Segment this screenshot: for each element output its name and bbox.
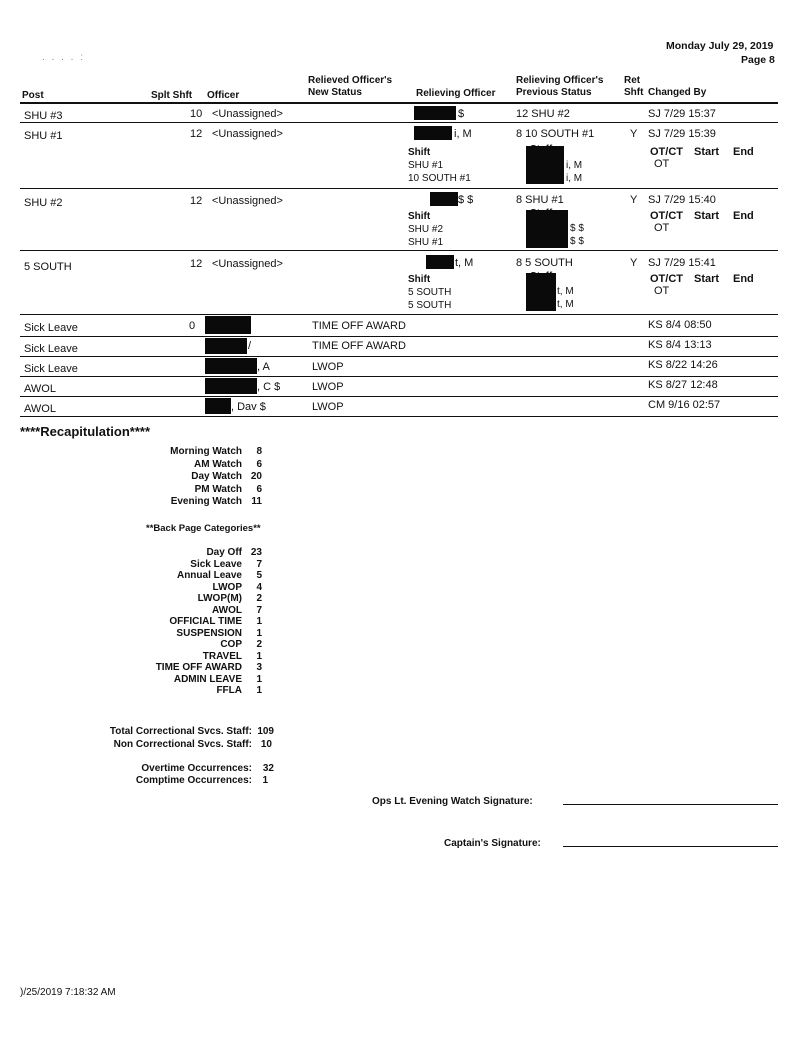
leave-row-1-status: TIME OFF AWARD bbox=[312, 320, 406, 332]
row2-changed-by: SJ 7/29 15:39 bbox=[648, 128, 716, 140]
redaction bbox=[414, 106, 456, 120]
recap-category-row bbox=[62, 559, 262, 571]
recap-value: 1 bbox=[256, 685, 262, 696]
recap-label: ADMIN LEAVE bbox=[173, 673, 242, 685]
recap-value: 5 bbox=[256, 570, 262, 581]
row2-officer: <Unassigned> bbox=[212, 128, 283, 140]
row4-shift-1: 5 SOUTH bbox=[408, 287, 452, 298]
leave-row-1-post: Sick Leave bbox=[24, 322, 78, 334]
row3-end-label: End bbox=[733, 210, 754, 222]
row2-relieving: i, M bbox=[454, 128, 472, 140]
recap-label: Annual Leave bbox=[176, 570, 242, 581]
row-divider bbox=[20, 416, 778, 417]
recap-label: COP bbox=[220, 639, 242, 650]
recap-watch-row bbox=[62, 459, 262, 472]
row3-shift-2: SHU #1 bbox=[408, 237, 444, 248]
recap-watch-row bbox=[62, 471, 262, 484]
leave-row-4-post: AWOL bbox=[24, 383, 56, 395]
corner-mark: . . . . : bbox=[42, 52, 86, 63]
row4-staff-2: t, M bbox=[557, 299, 574, 310]
recap-value: 1 bbox=[262, 775, 268, 786]
recap-label: TRAVEL bbox=[202, 650, 242, 662]
header-rule bbox=[20, 102, 778, 104]
row3-shift: 12 bbox=[190, 195, 203, 207]
row4-staff-1: t, M bbox=[557, 286, 574, 297]
recap-value: 1 bbox=[256, 627, 262, 639]
row3-ot: OT bbox=[654, 222, 670, 234]
recap-total-row bbox=[52, 726, 274, 739]
row3-staff-1: $ $ bbox=[570, 223, 584, 234]
report-date: Monday July 29, 2019 bbox=[666, 40, 774, 52]
row-divider bbox=[20, 376, 778, 377]
row1-shift: 10 bbox=[190, 108, 203, 120]
row2-prev-status: 8 10 SOUTH #1 bbox=[516, 128, 595, 140]
row1-changed-by: SJ 7/29 15:37 bbox=[648, 108, 716, 120]
row4-officer: <Unassigned> bbox=[212, 258, 283, 270]
recap-label: Sick Leave bbox=[190, 558, 242, 570]
redaction bbox=[526, 210, 568, 248]
recap-value: 8 bbox=[256, 446, 262, 457]
leave-row-4-changed-by: KS 8/27 12:48 bbox=[648, 379, 718, 391]
recap-category-row bbox=[62, 547, 262, 559]
row4-post: 5 SOUTH bbox=[24, 261, 72, 273]
row2-shift-1: SHU #1 bbox=[408, 160, 444, 171]
leave-row-5-officer: , Dav $ bbox=[231, 401, 266, 413]
leave-row-2-officer: / bbox=[248, 340, 252, 352]
col-ret-1: Ret bbox=[624, 75, 641, 86]
recap-title: ****Recapitulation**** bbox=[20, 424, 151, 439]
row1-prev-status: 12 SHU #2 bbox=[516, 108, 570, 120]
redaction bbox=[426, 255, 454, 269]
leave-row-5-status: LWOP bbox=[312, 401, 344, 413]
row4-shift: 12 bbox=[190, 258, 203, 270]
recap-label: LWOP(M) bbox=[197, 593, 242, 604]
recap-value: 32 bbox=[262, 763, 274, 774]
row2-post: SHU #1 bbox=[24, 130, 63, 142]
row3-post: SHU #2 bbox=[24, 197, 63, 209]
recap-occurrence-row bbox=[72, 775, 274, 787]
redaction bbox=[430, 192, 458, 206]
col-relieving-prev-2: Previous Status bbox=[516, 87, 592, 98]
recap-label: Day Off bbox=[206, 547, 242, 558]
recap-category-row bbox=[62, 674, 262, 686]
back-page-categories-title: **Back Page Categories** bbox=[146, 523, 261, 534]
row4-ot: OT bbox=[654, 285, 670, 297]
recap-value: 2 bbox=[256, 639, 262, 650]
redaction bbox=[205, 316, 251, 334]
leave-row-5-changed-by: CM 9/16 02:57 bbox=[648, 399, 721, 411]
leave-row-3-status: LWOP bbox=[312, 361, 344, 373]
recap-watch-row bbox=[62, 484, 262, 497]
row1-post: SHU #3 bbox=[24, 110, 63, 122]
recap-label: AM Watch bbox=[194, 458, 242, 470]
row4-changed-by: SJ 7/29 15:41 bbox=[648, 257, 716, 269]
recap-label: Morning Watch bbox=[170, 446, 242, 457]
recap-category-row bbox=[62, 662, 262, 674]
col-splt-shft: Splt Shft bbox=[151, 90, 193, 101]
row2-staff-1: i, M bbox=[566, 160, 583, 171]
leave-row-5-post: AWOL bbox=[24, 403, 56, 415]
recap-categories bbox=[62, 547, 262, 697]
row3-start-label: Start bbox=[694, 210, 720, 222]
redaction bbox=[205, 358, 257, 374]
row3-shift-label: Shift bbox=[408, 211, 431, 222]
recap-category-row bbox=[62, 616, 262, 628]
recap-label: Total Correctional Svcs. Staff: bbox=[109, 726, 252, 737]
recap-value: 7 bbox=[256, 604, 262, 616]
recap-value: 1 bbox=[256, 650, 262, 662]
recap-value: 20 bbox=[250, 471, 262, 482]
col-post: Post bbox=[22, 90, 44, 101]
row-divider bbox=[20, 188, 778, 189]
redaction bbox=[526, 146, 564, 184]
col-relieved-status-2: New Status bbox=[308, 87, 362, 98]
recap-label: AWOL bbox=[212, 604, 242, 616]
row-divider bbox=[20, 356, 778, 357]
recap-label: Comptime Occurrences: bbox=[135, 775, 252, 786]
row3-officer: <Unassigned> bbox=[212, 195, 283, 207]
recap-occurrence-row bbox=[72, 763, 274, 775]
row3-ret: Y bbox=[630, 194, 638, 206]
recap-total-row bbox=[52, 739, 274, 752]
recap-label: LWOP bbox=[212, 581, 242, 593]
recap-value: 6 bbox=[256, 483, 262, 495]
recap-label: TIME OFF AWARD bbox=[155, 662, 242, 673]
recap-category-row bbox=[62, 593, 262, 605]
row3-relieving: $ $ bbox=[458, 194, 474, 206]
row4-shift-label: Shift bbox=[408, 274, 431, 285]
leave-row-2-post: Sick Leave bbox=[24, 343, 78, 355]
row3-otct-label: OT/CT bbox=[650, 210, 683, 222]
col-relieving-prev-1: Relieving Officer's bbox=[516, 75, 604, 86]
row-divider bbox=[20, 314, 778, 315]
row1-officer: <Unassigned> bbox=[212, 108, 283, 120]
row4-start-label: Start bbox=[694, 273, 720, 285]
redaction bbox=[414, 126, 452, 140]
recap-totals bbox=[52, 726, 274, 752]
recap-category-row bbox=[62, 651, 262, 663]
leave-row-4-status: LWOP bbox=[312, 381, 344, 393]
leave-row-2-changed-by: KS 8/4 13:13 bbox=[648, 339, 712, 351]
row-divider bbox=[20, 122, 778, 123]
row2-otct-label: OT/CT bbox=[650, 146, 683, 158]
leave-row-2-status: TIME OFF AWARD bbox=[312, 340, 406, 352]
recap-value: 23 bbox=[250, 547, 262, 558]
ops-lt-signature-label: Ops Lt. Evening Watch Signature: bbox=[372, 796, 533, 807]
row4-prev-status: 8 5 SOUTH bbox=[516, 257, 573, 269]
captain-signature-label: Captain's Signature: bbox=[444, 838, 541, 849]
row2-start-label: Start bbox=[694, 146, 720, 158]
row4-otct-label: OT/CT bbox=[650, 273, 683, 285]
leave-row-4-officer: , C $ bbox=[257, 381, 281, 393]
col-relieving-officer: Relieving Officer bbox=[416, 88, 496, 99]
row4-shift-2: 5 SOUTH bbox=[408, 300, 452, 311]
captain-signature-line[interactable] bbox=[563, 846, 778, 847]
row3-staff-2: $ $ bbox=[570, 236, 584, 247]
recap-value: 6 bbox=[256, 458, 262, 470]
recap-value: 109 bbox=[257, 726, 274, 737]
col-officer: Officer bbox=[207, 90, 240, 101]
redaction bbox=[205, 378, 257, 394]
row-divider bbox=[20, 250, 778, 251]
col-ret-2: Shft bbox=[624, 87, 644, 98]
row3-changed-by: SJ 7/29 15:40 bbox=[648, 194, 716, 206]
row4-relieving: t, M bbox=[455, 257, 474, 269]
col-relieved-status-1: Relieved Officer's bbox=[308, 75, 393, 86]
leave-row-1-shift: 0 bbox=[189, 320, 196, 332]
row1-relieving: $ bbox=[458, 108, 465, 120]
row2-shift-label: Shift bbox=[408, 147, 431, 158]
leave-row-1-changed-by: KS 8/4 08:50 bbox=[648, 319, 712, 331]
row2-staff-2: i, M bbox=[566, 173, 583, 184]
recap-label: OFFICIAL TIME bbox=[169, 616, 242, 627]
recap-category-row bbox=[62, 685, 262, 697]
recap-label: Day Watch bbox=[191, 471, 242, 482]
recap-value: 3 bbox=[256, 662, 262, 673]
recap-value: 1 bbox=[256, 673, 262, 685]
row-divider bbox=[20, 336, 778, 337]
row-divider bbox=[20, 396, 778, 397]
leave-row-3-post: Sick Leave bbox=[24, 363, 78, 375]
row4-ret: Y bbox=[630, 257, 638, 269]
recap-category-row bbox=[62, 639, 262, 651]
redaction bbox=[526, 273, 556, 311]
row2-ot: OT bbox=[654, 158, 670, 170]
leave-row-3-officer: , A bbox=[257, 361, 270, 373]
recap-watch-row bbox=[62, 496, 262, 509]
recap-value: 11 bbox=[251, 496, 262, 507]
recap-category-row bbox=[62, 628, 262, 640]
recap-watches bbox=[62, 446, 262, 509]
recap-value: 2 bbox=[256, 593, 262, 604]
recap-label: PM Watch bbox=[194, 483, 242, 495]
recap-value: 4 bbox=[256, 581, 262, 593]
row2-end-label: End bbox=[733, 146, 754, 158]
redaction bbox=[205, 338, 247, 354]
row3-prev-status: 8 SHU #1 bbox=[516, 194, 564, 206]
page-number: Page 8 bbox=[741, 54, 775, 66]
recap-value: 10 bbox=[260, 739, 272, 750]
row4-end-label: End bbox=[733, 273, 754, 285]
recap-label: Non Correctional Svcs. Staff: bbox=[113, 739, 252, 750]
recap-watch-row bbox=[62, 446, 262, 459]
recap-label: Evening Watch bbox=[170, 496, 242, 507]
recap-occurrences bbox=[72, 763, 274, 787]
redaction bbox=[205, 398, 231, 414]
row2-shift-2: 10 SOUTH #1 bbox=[408, 173, 471, 184]
ops-lt-signature-line[interactable] bbox=[563, 804, 778, 805]
recap-label: SUSPENSION bbox=[176, 627, 242, 639]
recap-category-row bbox=[62, 582, 262, 594]
leave-row-3-changed-by: KS 8/22 14:26 bbox=[648, 359, 718, 371]
recap-label: Overtime Occurrences: bbox=[141, 763, 252, 774]
recap-value: 7 bbox=[256, 558, 262, 570]
col-changed-by: Changed By bbox=[648, 87, 707, 98]
print-timestamp: )/25/2019 7:18:32 AM bbox=[20, 987, 116, 998]
recap-category-row bbox=[62, 605, 262, 617]
row3-shift-1: SHU #2 bbox=[408, 224, 444, 235]
recap-category-row bbox=[62, 570, 262, 582]
recap-label: FFLA bbox=[216, 685, 242, 696]
recap-value: 1 bbox=[256, 616, 262, 627]
row2-ret: Y bbox=[630, 128, 638, 140]
row2-shift: 12 bbox=[190, 128, 203, 140]
